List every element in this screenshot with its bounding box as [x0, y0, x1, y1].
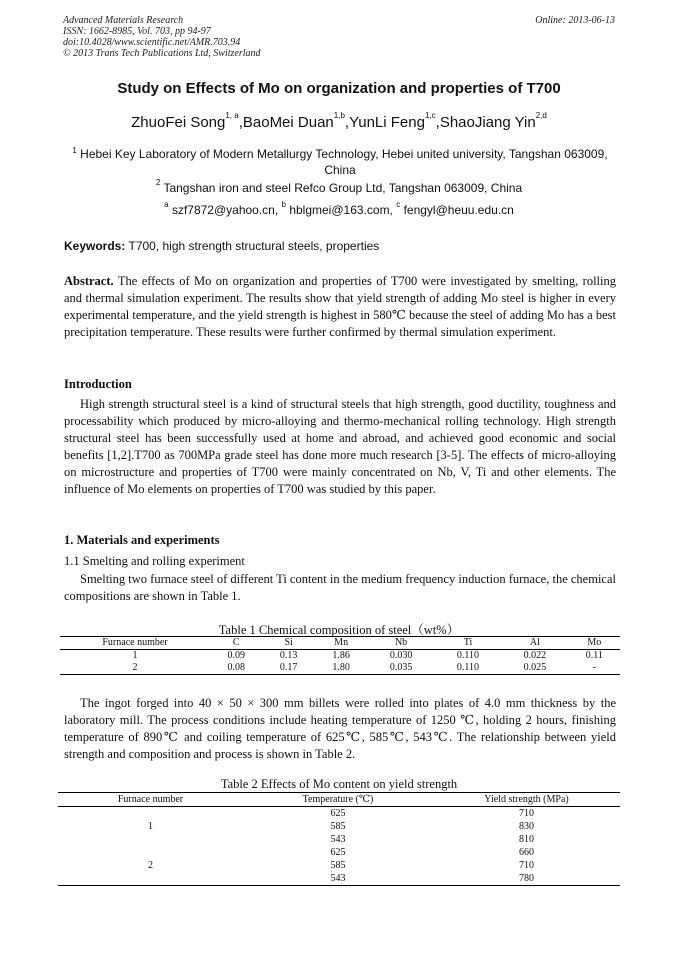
online-date: Online: 2013-06-13	[535, 15, 615, 26]
keywords-text: T700, high strength structural steels, properties	[128, 239, 380, 253]
abstract	[64, 273, 616, 341]
page-header	[63, 15, 615, 59]
table-header-row	[58, 793, 620, 807]
section-heading: 1. Materials and experiments	[64, 533, 220, 547]
table-row: 1 0.09 0.13 1.86 0.030 0.110 0.022 0.11	[132, 650, 603, 661]
column-header: Mo	[569, 637, 620, 650]
author-affiliation-sup: 2,d	[535, 111, 547, 120]
email-link[interactable]: szf7872@yahoo.cn,	[171, 203, 282, 217]
column-header: Si	[262, 637, 314, 650]
author-list: ZhuoFei Song$^{1, a}$,BaoMei Duan$^{1,b}$,YunLi Feng$^{1,c}$,ShaoJiang Yin$^{2,d}$	[131, 111, 547, 131]
table-row: 585 710	[330, 860, 534, 871]
furnace-number-cell: 2	[58, 846, 243, 886]
table2-caption: Table 2 Effects of Mo content on yield strength	[220, 777, 458, 791]
author-affiliation-sup: 1,c	[424, 111, 436, 120]
introduction-paragraph: High strength structural steel is a kind of structural steels that high strength, good ductility, toughness and processability which produced by micro-alloying and thermo-mechanical rolling technology. High strength structural steel has been successfully used at home and abroad, and achieved good economic and social benefits [1,2].T700 as 700MPa grade steel has done more much research [3-5]. The effects of micro-alloying on microstructure and properties of T700 were mainly concentrated on Nb, V, Ti and other elements. The influence of Mo elements on properties of T700 was studied by this paper.	[64, 397, 616, 496]
affiliation-2: $^2$ Tangshan iron and steel Refco Group Ltd, Tangshan 063009, China	[155, 178, 523, 195]
author-name: YunLi Feng	[349, 114, 425, 131]
rolling-paragraph: The ingot forged into 40 × 50 × 300 mm billets were rolled into plates of 4.0 mm thickness by the laboratory mill. The process conditions include heating temperature of 1250 ℃, holding 2 hours, finishing temperature of 890℃ and coiling temperature of 625℃, 585℃, 543℃. The relationship between yield strength and composition and process is shown in Table 2.	[64, 696, 616, 761]
abstract-text: The effects of Mo on organization and properties of T700 were investigated by smelting, rolling and thermal simulation experiment. The results show that yield strength of adding Mo steel is higher in every experimental temperature, and the yield strength is highest in 580℃ because the steel of adding Mo has a best precipitation temperature. These results were further confirmed by thermal simulation experiment.	[64, 274, 617, 339]
abstract-label: Abstract.	[64, 274, 114, 288]
journal-name: Advanced Materials Research	[63, 15, 184, 26]
table1-caption: Table 1 Chemical composition of steel（wt%）	[218, 623, 460, 637]
keywords	[64, 239, 616, 253]
column-header: Ti	[435, 637, 501, 650]
chemical-composition-table	[60, 636, 620, 675]
paper-title: Study on Effects of Mo on organization and properties of T700	[117, 80, 561, 97]
author-name: ZhuoFei Song	[131, 114, 226, 131]
column-header: Furnace number	[58, 793, 243, 807]
table-header-row	[60, 637, 620, 650]
doi-line: doi:10.4028/www.scientific.net/AMR.703.94	[63, 37, 241, 48]
column-header: Yield strength (MPa)	[433, 793, 620, 807]
email-link[interactable]: hblgmei@163.com,	[289, 203, 397, 217]
column-header: Al	[501, 637, 568, 650]
column-header: Furnace number	[60, 637, 210, 650]
table-row: 1 625 710	[58, 807, 620, 821]
table-row: 2 0.08 0.17 1.80 0.035 0.110 0.025 -	[60, 662, 620, 675]
column-header: Temperature (℃)	[243, 793, 433, 807]
column-header: Nb	[367, 637, 434, 650]
column-header: Mn	[315, 637, 367, 650]
email-link[interactable]: fengyl@heuu.edu.cn	[403, 203, 514, 217]
table-row: 543 780	[58, 872, 620, 886]
yield-strength-table	[58, 792, 620, 886]
smelting-paragraph: Smelting two furnace steel of different Ti content in the medium frequency induction furnace, the chemical compositions are shown in Table 1.	[64, 572, 616, 603]
furnace-number-cell: 1	[148, 821, 153, 832]
table-row: 543 810	[330, 834, 534, 845]
table-row: 585 830	[330, 821, 534, 832]
column-header: C	[210, 637, 262, 650]
author-affiliation-sup: 1,b	[333, 111, 345, 120]
author-name: ShaoJiang Yin	[439, 114, 536, 131]
introduction-heading: Introduction	[64, 377, 132, 391]
issn-line: ISSN: 1662-8985, Vol. 703, pp 94-97	[63, 26, 211, 37]
affiliation-1: $^1$ Hebei Key Laboratory of Modern Metallurgy Technology, Hebei united university, Tangshan 063009, China	[72, 146, 608, 177]
author-name: BaoMei Duan	[242, 114, 334, 131]
table-row: 2 625 660	[58, 846, 620, 859]
author-emails: $^a$ szf7872@yahoo.cn, $^b$ hblgmei@163.com, $^c$ fengyl@heuu.edu.cn	[164, 200, 514, 217]
subsection-heading: 1.1 Smelting and rolling experiment	[64, 554, 245, 568]
author-affiliation-sup: 1, a	[225, 111, 239, 120]
copyright-line: © 2013 Trans Tech Publications Ltd, Switzerland	[63, 48, 261, 59]
keywords-label: Keywords:	[64, 239, 126, 253]
